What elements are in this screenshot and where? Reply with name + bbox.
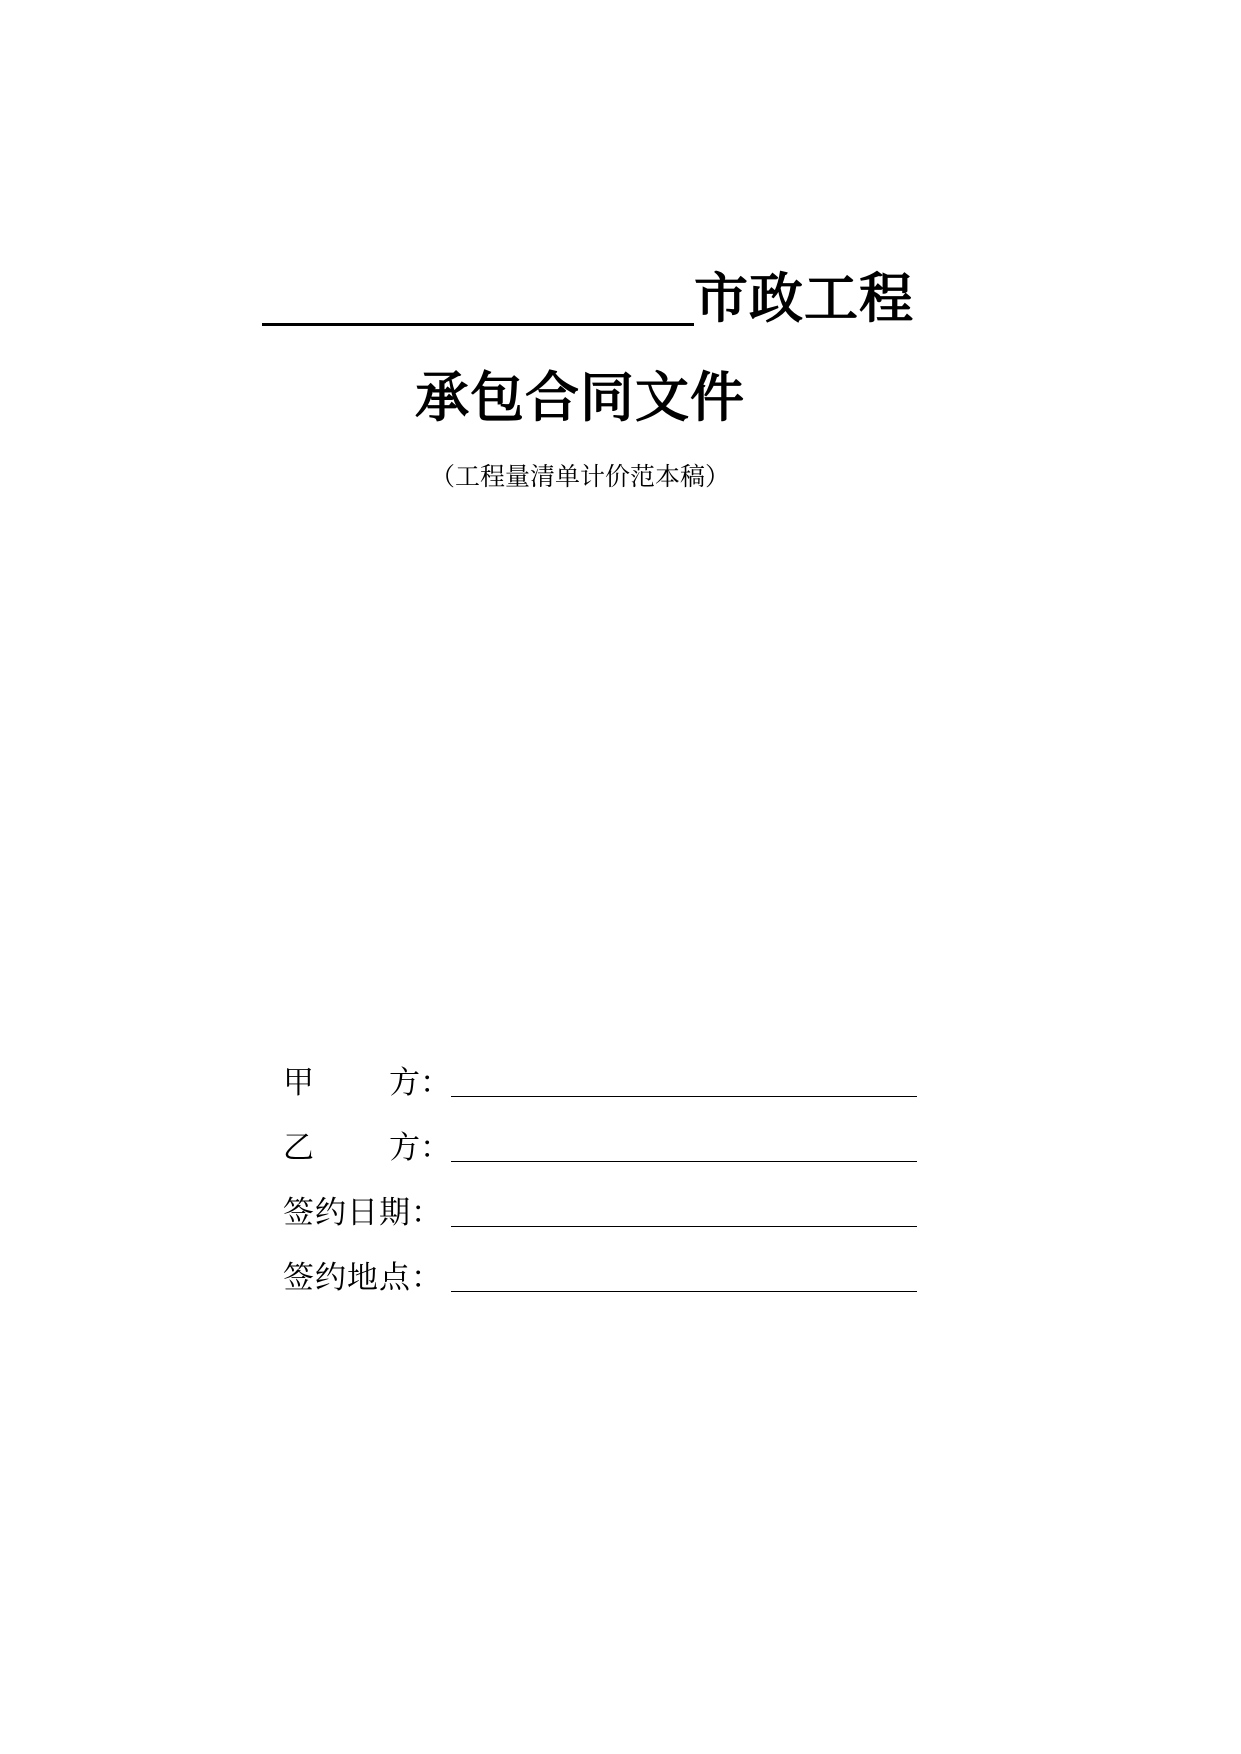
sign-date-row	[283, 1170, 923, 1235]
sign-place-underline	[451, 1291, 917, 1292]
subtitle-template-note: （工程量清单计价范本稿）	[429, 462, 730, 491]
party-a-label-char: 甲	[283, 1065, 314, 1101]
title-contract-document: 承包合同文件	[415, 366, 745, 429]
sign-date-underline	[451, 1226, 917, 1227]
party-b-label	[283, 1126, 451, 1170]
title-line-1	[262, 262, 914, 332]
sign-place-row	[283, 1235, 923, 1300]
sign-date-field[interactable]	[451, 1187, 921, 1225]
party-b-label-suffix: 方：	[389, 1130, 451, 1166]
party-b-field[interactable]	[451, 1122, 921, 1160]
sign-date-label: 签约日期：	[283, 1195, 443, 1231]
party-b-label-char: 乙	[283, 1130, 314, 1166]
party-b-row	[283, 1105, 923, 1170]
party-a-field[interactable]	[451, 1057, 921, 1095]
party-b-underline	[451, 1161, 917, 1162]
title-municipal-engineering: 市政工程	[694, 267, 914, 330]
party-a-row	[283, 1040, 923, 1105]
signature-block	[283, 1040, 923, 1300]
sign-place-label: 签约地点：	[283, 1260, 443, 1296]
party-a-label-suffix: 方：	[389, 1065, 451, 1101]
sign-place-field[interactable]	[451, 1252, 921, 1290]
project-name-blank-line	[262, 323, 694, 326]
party-a-underline	[451, 1096, 917, 1097]
party-a-label	[283, 1061, 451, 1105]
